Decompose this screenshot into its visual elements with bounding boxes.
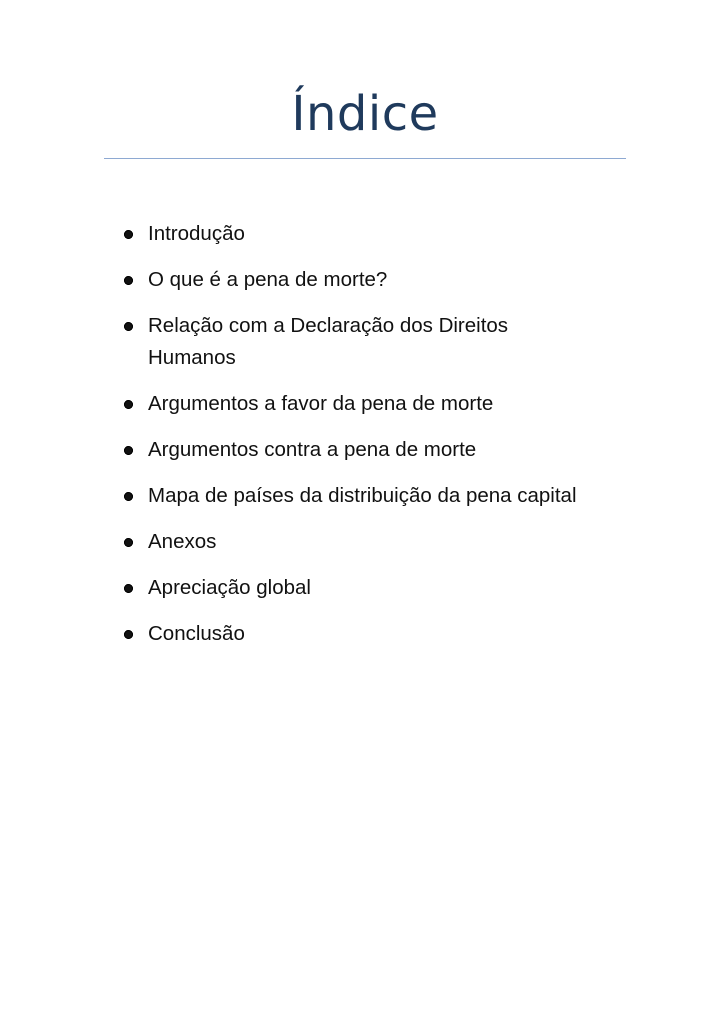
toc-item-conclusao (124, 618, 624, 650)
page-title: Índice (291, 86, 439, 142)
bullet-icon (124, 400, 133, 409)
toc-item-label: O que é a pena de morte? (148, 268, 388, 291)
bullet-icon (124, 584, 133, 593)
title-divider (104, 158, 626, 159)
toc-item-label: Relação com a Declaração dos Direitos Humanos (148, 314, 509, 369)
bullet-icon (124, 446, 133, 455)
toc-item-o-que-e (124, 264, 624, 296)
toc-item-label: Anexos (148, 529, 217, 553)
toc-item-label: Argumentos contra a pena de morte (148, 437, 477, 461)
bullet-icon (124, 630, 133, 639)
toc-item-mapa (124, 480, 624, 512)
bullet-icon (124, 492, 133, 501)
table-of-contents (124, 218, 624, 664)
toc-item-label: Mapa de países da distribuição da pena capital (148, 483, 577, 507)
bullet-icon (124, 538, 133, 547)
toc-item-label: Argumentos a favor da pena de morte (148, 391, 494, 415)
toc-item-label: Apreciação global (148, 575, 311, 599)
toc-item-relacao (124, 310, 624, 373)
bullet-icon (124, 322, 133, 331)
toc-item-label: Introdução (148, 222, 245, 245)
toc-item-label: Conclusão (148, 621, 245, 645)
toc-item-introducao (124, 218, 624, 250)
toc-item-argumentos-contra (124, 434, 624, 466)
bullet-icon (124, 276, 133, 285)
toc-item-apreciacao (124, 572, 624, 604)
toc-item-anexos (124, 526, 624, 558)
bullet-icon (124, 230, 133, 239)
toc-item-argumentos-favor (124, 388, 624, 420)
